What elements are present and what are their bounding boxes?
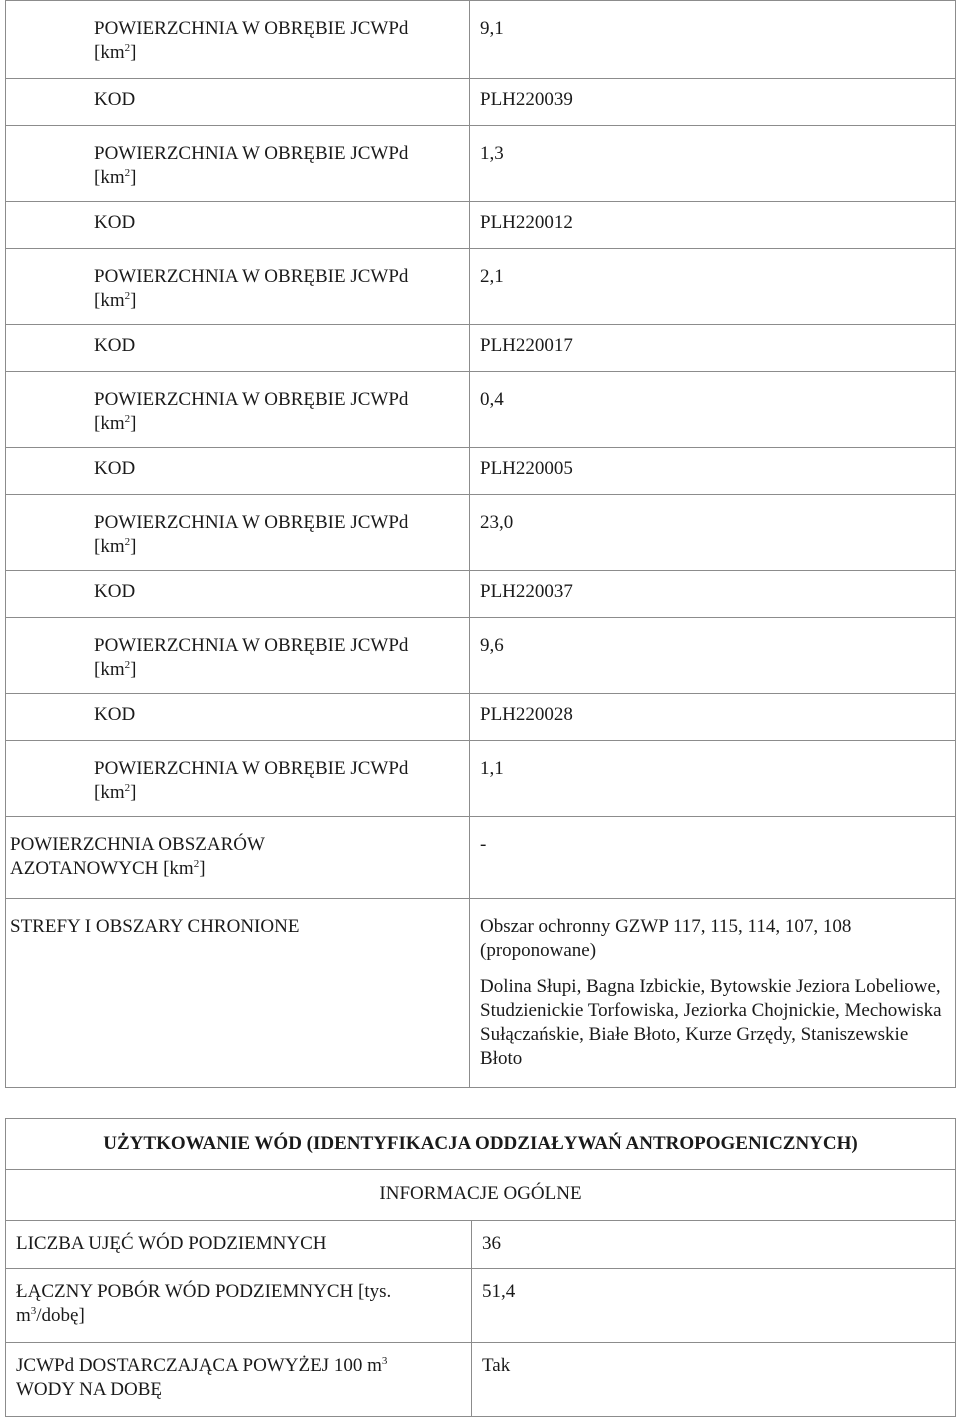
- table-row: [6, 694, 956, 741]
- table-row: [6, 571, 956, 618]
- row-unit: [km: [94, 782, 125, 803]
- row-value: 23,0: [480, 512, 514, 533]
- supply-unit-sup: 3: [381, 1355, 388, 1367]
- row-value: PLH220039: [480, 89, 573, 110]
- row-unit-end: ]: [130, 167, 137, 188]
- usage-title: UŻYTKOWANIE WÓD (IDENTYFIKACJA ODDZIAŁYWAŃ ANTROPOGENICZNYCH): [6, 1119, 956, 1170]
- intakes-value: 36: [472, 1221, 956, 1269]
- table-row: [6, 202, 956, 249]
- row-unit-end: ]: [130, 42, 137, 63]
- table-row: [6, 126, 956, 202]
- supply-label-line1: JCWPd DOSTARCZAJĄCA POWYŻEJ 100 m: [16, 1355, 382, 1376]
- row-value: 1,1: [480, 758, 504, 779]
- row-unit: [km: [94, 167, 125, 188]
- row-label: POWIERZCHNIA W OBRĘBIE JCWPd: [94, 635, 409, 656]
- row-value: 9,1: [480, 18, 504, 39]
- nitrate-label-line1: POWIERZCHNIA OBSZARÓW: [10, 834, 265, 855]
- row-unit-end: ]: [130, 659, 137, 680]
- row-unit: [km: [94, 290, 125, 311]
- protected-value-natura: Dolina Słupi, Bagna Izbickie, Bytowskie Jeziora Lobeliowe, Studzienickie Torfowiska, Jeziorka Chojnickie, Mechowiska Sułączańskie, Białe Błoto, Kurze Grzędy, Staniszewskie Błoto: [480, 976, 942, 1069]
- abstraction-row: [6, 1269, 956, 1343]
- row-label: KOD: [94, 89, 136, 110]
- protected-label: STREFY I OBSZARY CHRONIONE: [10, 916, 300, 937]
- abstraction-label-line1: ŁĄCZNY POBÓR WÓD PODZIEMNYCH [tys.: [16, 1281, 392, 1302]
- supply-value: Tak: [472, 1343, 956, 1417]
- row-label: POWIERZCHNIA W OBRĘBIE JCWPd: [94, 18, 409, 39]
- row-label: KOD: [94, 335, 136, 356]
- row-unit-sup: 2: [124, 782, 131, 794]
- row-unit-end: ]: [130, 290, 137, 311]
- table-row: [6, 79, 956, 126]
- usage-table: [5, 1118, 956, 1417]
- table-row: [6, 1, 956, 79]
- nitrate-value: -: [480, 834, 487, 855]
- row-label: POWIERZCHNIA W OBRĘBIE JCWPd: [94, 143, 409, 164]
- row-label: POWIERZCHNIA W OBRĘBIE JCWPd: [94, 266, 409, 287]
- row-value: PLH220005: [480, 458, 573, 479]
- row-label: KOD: [94, 704, 136, 725]
- row-label: KOD: [94, 581, 136, 602]
- row-value: 2,1: [480, 266, 504, 287]
- row-value: PLH220028: [480, 704, 573, 725]
- row-label: KOD: [94, 212, 136, 233]
- areas-table: [5, 0, 956, 1088]
- intakes-row: [6, 1221, 956, 1269]
- supply-row: [6, 1343, 956, 1417]
- row-unit-end: ]: [130, 413, 137, 434]
- row-unit: [km: [94, 536, 125, 557]
- row-unit: [km: [94, 659, 125, 680]
- row-label: KOD: [94, 458, 136, 479]
- intakes-label: LICZBA UJĘĆ WÓD PODZIEMNYCH: [6, 1221, 472, 1269]
- supply-label-line2: WODY NA DOBĘ: [16, 1379, 163, 1400]
- table-row: [6, 372, 956, 448]
- row-unit-sup: 2: [124, 42, 131, 54]
- row-label: POWIERZCHNIA W OBRĘBIE JCWPd: [94, 389, 409, 410]
- row-value: 1,3: [480, 143, 504, 164]
- abstraction-label-unit: m: [16, 1305, 31, 1326]
- usage-section: INFORMACJE OGÓLNE: [6, 1170, 956, 1221]
- table-row: [6, 325, 956, 372]
- row-unit: [km: [94, 413, 125, 434]
- row-value: 0,4: [480, 389, 504, 410]
- row-unit-sup: 2: [124, 536, 131, 548]
- row-value: PLH220012: [480, 212, 573, 233]
- usage-title-row: [6, 1119, 956, 1170]
- protected-value-gzwp: Obszar ochronny GZWP 117, 115, 114, 107, 108 (proponowane): [480, 916, 852, 961]
- row-unit: [km: [94, 42, 125, 63]
- table-row: [6, 741, 956, 817]
- row-unit-sup: 2: [124, 167, 131, 179]
- nitrate-label-line2: AZOTANOWYCH [km: [10, 858, 194, 879]
- table-row: [6, 618, 956, 694]
- table-row: [6, 495, 956, 571]
- row-unit-sup: 2: [124, 659, 131, 671]
- abstraction-label-line2: /dobę]: [36, 1305, 85, 1326]
- nitrate-row: [6, 817, 956, 899]
- table-row: [6, 448, 956, 495]
- row-unit-end: ]: [130, 782, 137, 803]
- row-label: POWIERZCHNIA W OBRĘBIE JCWPd: [94, 758, 409, 779]
- abstraction-unit-sup: 3: [30, 1305, 37, 1317]
- row-value: 9,6: [480, 635, 504, 656]
- area-rows: [6, 1, 956, 817]
- row-unit-sup: 2: [124, 413, 131, 425]
- usage-section-row: [6, 1170, 956, 1221]
- row-unit-end: ]: [130, 536, 137, 557]
- abstraction-value: 51,4: [472, 1269, 956, 1343]
- nitrate-unit-end: ]: [199, 858, 206, 879]
- table-row: [6, 249, 956, 325]
- row-unit-sup: 2: [124, 290, 131, 302]
- protected-row: [6, 899, 956, 1088]
- row-value: PLH220037: [480, 581, 573, 602]
- row-label: POWIERZCHNIA W OBRĘBIE JCWPd: [94, 512, 409, 533]
- row-value: PLH220017: [480, 335, 573, 356]
- nitrate-unit-sup: 2: [193, 858, 200, 870]
